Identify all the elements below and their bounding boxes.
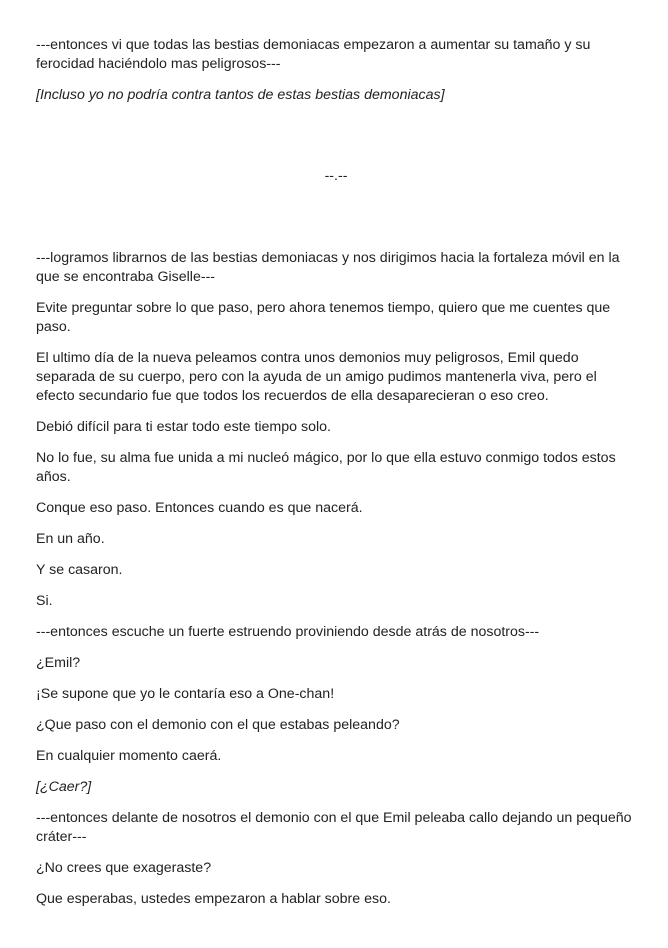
paragraph: En cualquier momento caerá.: [36, 748, 222, 764]
paragraph: ¿No crees que exageraste?: [36, 860, 212, 876]
paragraph: Evite preguntar sobre lo que paso, pero ahora tenemos tiempo, quiero que me cuentes que paso.: [36, 300, 611, 335]
text-block-before-separator: [36, 36, 636, 105]
italic-thought-paragraph: [Incluso yo no podría contra tantos de estas bestias demoniacas]: [36, 87, 445, 103]
paragraph: Conque eso paso. Entonces cuando es que nacerá.: [36, 500, 363, 516]
paragraph: ¿Que paso con el demonio con el que estabas peleando?: [36, 717, 400, 733]
scene-break: [36, 117, 636, 249]
paragraph: ---entonces vi que todas las bestias demoniacas empezaron a aumentar su tamaño y su ferocidad haciéndolo mas peligrosos---: [36, 37, 591, 72]
paragraph: En un año.: [36, 531, 105, 547]
paragraph: ¿Emil?: [36, 655, 81, 671]
paragraph: ---logramos librarnos de las bestias demoniacas y nos dirigimos hacia la fortaleza móvil en la que se encontraba Giselle---: [36, 250, 620, 285]
paragraph: Si.: [36, 593, 53, 609]
paragraph: Que esperabas, ustedes empezaron a hablar sobre eso.: [36, 891, 391, 907]
paragraph: ---entonces escuche un fuerte estruendo proviniendo desde atrás de nosotros---: [36, 624, 540, 640]
paragraph: ---entonces delante de nosotros el demonio con el que Emil peleaba callo dejando un pequeño cráter---: [36, 810, 632, 845]
text-block-after-separator: [36, 249, 636, 909]
paragraph: No lo fue, su alma fue unida a mi nucleó mágico, por lo que ella estuvo conmigo todos estos años.: [36, 450, 616, 485]
paragraph: El ultimo día de la nueva peleamos contra unos demonios muy peligrosos, Emil quedo separada de su cuerpo, pero con la ayuda de un amigo pudimos mantenerla viva, pero el efecto secundario fue que todos los recuerdos de ella desaparecieran o eso creo.: [36, 350, 597, 404]
separator-text: --.--: [324, 168, 348, 184]
document-page: [36, 36, 636, 921]
paragraph: Debió difícil para ti estar todo este tiempo solo.: [36, 419, 331, 435]
paragraph: ¡Se supone que yo le contaría eso a One-chan!: [36, 686, 335, 702]
italic-thought-paragraph: [¿Caer?]: [36, 779, 92, 795]
paragraph: Y se casaron.: [36, 562, 123, 578]
